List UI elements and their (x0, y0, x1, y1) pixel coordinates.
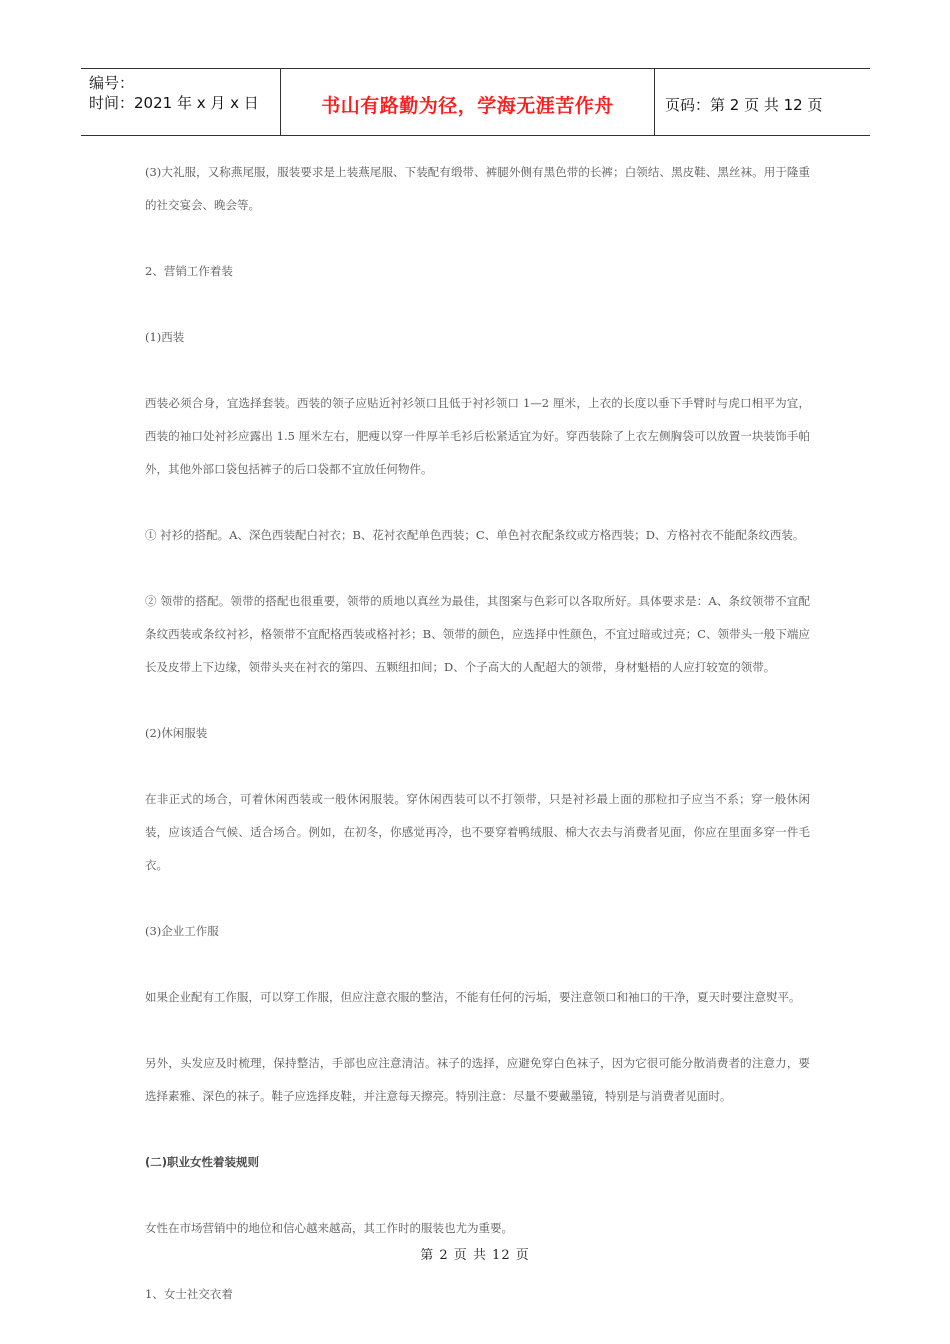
section-heading: 1、女士社交衣着 (145, 1287, 233, 1301)
paragraph: 在非正式的场合，可着休闲西装或一般休闲服装。穿休闲西装可以不打领带，只是衬衫最上面的那粒扣子应当不系；穿一般休闲装，应该适合气候、适合场合。例如，在初冬，你感觉再冷，也不要穿着鸭绒服、棉大衣去与消费者见面，你应在里面多穿一件毛衣。 (145, 792, 810, 872)
subsection-heading: (3)企业工作服 (145, 924, 219, 938)
paragraph: 如果企业配有工作服，可以穿工作服，但应注意衣服的整洁，不能有任何的污垢，要注意领口和袖口的干净，夏天时要注意熨平。 (145, 990, 801, 1004)
paragraph: 西装必须合身，宜选择套装。西装的领子应贴近衬衫领口且低于衬衫领口 1—2 厘米，上衣的长度以垂下手臂时与虎口相平为宜，西装的袖口处衬衫应露出 1.5 厘米左右，肥瘦以穿一件厚羊毛衫后松紧适宜为好。穿西装除了上衣左侧胸袋可以放置一块装饰手帕外，其他外部口袋包括裤子的后口袋都不宜放任何物件。 (145, 396, 810, 476)
paragraph: 女性在市场营销中的地位和信心越来越高，其工作时的服装也尤为重要。 (145, 1221, 513, 1235)
paragraph-spacer (145, 288, 810, 321)
paragraph-spacer (145, 882, 810, 915)
paragraph-spacer (145, 1179, 810, 1212)
section-heading: 2、营销工作着装 (145, 264, 233, 278)
document-body (145, 156, 810, 1311)
paragraph-spacer (145, 486, 810, 519)
header-motto: 书山有路勤为径，学海无涯苦作舟 (321, 95, 614, 117)
paragraph: ② 领带的搭配。领带的搭配也很重要，领带的质地以真丝为最佳，其图案与色彩可以各取所好。具体要求是：A、条纹领带不宜配条纹西装或条纹衬衫，格领带不宜配格西装或格衬衫；B、领带的颜色，应选择中性颜色，不宜过暗或过亮；C、领带头一般下端应长及皮带上下边缘，领带头夹在衬衣的第四、五颗纽扣间；D、个子高大的人配超大的领带，身材魁梧的人应打较宽的领带。 (145, 594, 810, 674)
paragraph-spacer (145, 552, 810, 585)
paragraph-spacer (145, 354, 810, 387)
paragraph: 另外，头发应及时梳理，保持整洁，手部也应注意清洁。袜子的选择，应避免穿白色袜子，因为它很可能分散消费者的注意力，要选择素雅、深色的袜子。鞋子应选择皮鞋，并注意每天擦亮。特别注意：尽量不要戴墨镜，特别是与消费者见面时。 (145, 1056, 810, 1103)
subsection-heading: (1)西装 (145, 330, 185, 344)
header-page-cell (655, 69, 870, 135)
page-header (81, 68, 870, 136)
paragraph-spacer (145, 1113, 810, 1146)
header-motto-cell (281, 69, 655, 135)
paragraph: ① 衬衫的搭配。A、深色西装配白衬衣；B、花衬衣配单色西装；C、单色衬衣配条纹或方格西装；D、方格衬衣不能配条纹西装。 (145, 528, 805, 542)
header-page-code: 页码：第 2 页 共 12 页 (665, 96, 823, 114)
paragraph-spacer (145, 948, 810, 981)
paragraph-spacer (145, 684, 810, 717)
paragraph: (3)大礼服，又称燕尾服，服装要求是上装燕尾服、下装配有缎带、裤腿外侧有黑色带的长裤；白领结、黑皮鞋、黑丝袜。用于隆重的社交宴会、晚会等。 (145, 165, 810, 212)
paragraph-spacer (145, 222, 810, 255)
page-footer: 第 2 页 共 12 页 (420, 1248, 530, 1263)
document-date-label: 时间：2021 年 x 月 x 日 (89, 94, 259, 112)
paragraph-spacer (145, 1014, 810, 1047)
subsection-heading: (2)休闲服装 (145, 726, 208, 740)
paragraph-spacer (145, 750, 810, 783)
header-meta-cell (81, 69, 281, 135)
document-number-label: 编号： (89, 74, 135, 92)
section-heading: (二)职业女性着装规则 (145, 1155, 260, 1169)
